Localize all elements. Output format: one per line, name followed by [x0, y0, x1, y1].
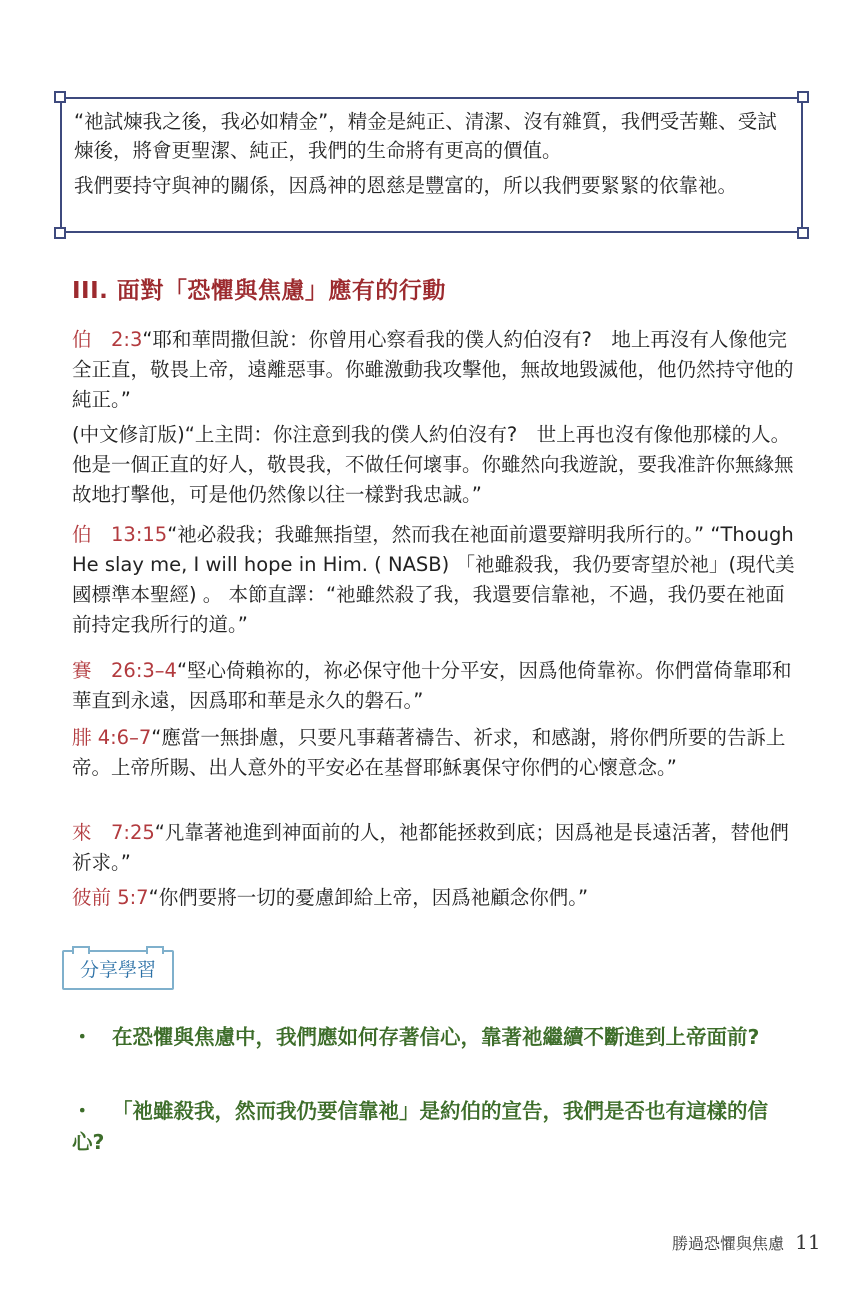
discussion-question: [72, 1022, 796, 1053]
verse-text: “你們要將一切的憂慮卸給上帝，因爲祂顧念你們。”: [148, 886, 589, 909]
reflection-text: [74, 107, 787, 206]
frame-corner-ornament: [797, 227, 809, 239]
verse-text: “凡靠著祂進到神面前的人，祂都能拯救到底；因爲祂是長遠活著，替他們祈求。”: [72, 821, 789, 874]
question-text: 「祂雖殺我，然而我仍要信靠祂」是約伯的宣告，我們是否也有這樣的信心?: [72, 1099, 768, 1154]
verse-block: [72, 883, 796, 913]
reflection-box: [60, 97, 803, 233]
verse-block: [72, 520, 796, 640]
label-tab-ornament: [72, 946, 90, 954]
running-title: 勝過恐懼與焦慮: [672, 1234, 785, 1253]
frame-corner-ornament: [54, 227, 66, 239]
frame-corner-ornament: [54, 91, 66, 103]
verse-text: “應當一無掛慮，只要凡事藉著禱告、祈求，和感謝，將你們所要的告訴上帝。上帝所賜、出人意外的平安必在基督耶穌裏保守你們的心懷意念。”: [72, 726, 786, 779]
verse-reference: 腓 4:6–7: [72, 726, 152, 749]
bullet-icon: ・: [72, 1025, 93, 1049]
verse-reference: 彼前 5:7: [72, 886, 149, 909]
verse-block: [72, 818, 796, 878]
bullet-icon: ・: [72, 1099, 93, 1123]
verse-reference: 賽 26:3–4: [72, 659, 177, 682]
frame-corner-ornament: [797, 91, 809, 103]
verse-block: [72, 420, 796, 510]
verse-reference: 伯 2:3: [72, 328, 143, 351]
share-learning-text: 分享學習: [79, 959, 156, 981]
label-tab-ornament: [146, 946, 164, 954]
section-heading: III. 面對「恐懼與焦慮」應有的行動: [72, 278, 446, 304]
verse-block: [72, 656, 796, 716]
verse-text: “耶和華問撒但說：你曾用心察看我的僕人約伯沒有? 地上再沒有人像他完全正直，敬畏上帝，遠離惡事。你雖激動我攻擊他，無故地毀滅他，他仍然持守他的純正。”: [72, 328, 794, 411]
reflection-paragraph-1: “祂試煉我之後，我必如精金”，精金是純正、清潔、沒有雜質，我們受苦難、受試煉後，將會更聖潔、純正，我們的生命將有更高的價值。: [74, 110, 777, 162]
question-text: 在恐懼與焦慮中，我們應如何存著信心，靠著祂繼續不斷進到上帝面前?: [112, 1025, 760, 1049]
verse-reference: 來 7:25: [72, 821, 155, 844]
verse-text: “堅心倚賴祢的，祢必保守他十分平安，因爲他倚靠祢。你們當倚靠耶和華直到永遠，因爲耶和華是永久的磐石。”: [72, 659, 792, 712]
verse-reference: 伯 13:15: [72, 523, 168, 546]
discussion-question: [72, 1096, 796, 1158]
page-footer: [672, 1230, 821, 1254]
verse-block: [72, 325, 796, 415]
page-number: 11: [795, 1230, 821, 1254]
verse-text: (中文修訂版)“上主問：你注意到我的僕人約伯沒有? 世上再也沒有像他那樣的人。他是一個正直的好人，敬畏我，不做任何壞事。你雖然向我遊說，要我准許你無緣無故地打擊他，可是他仍然像以往一樣對我忠誠。”: [72, 423, 794, 506]
verse-block: [72, 723, 796, 783]
reflection-paragraph-2: 我們要持守與神的關係，因爲神的恩慈是豐富的，所以我們要緊緊的依靠祂。: [74, 174, 738, 197]
share-learning-label: [62, 950, 174, 990]
verse-text: “祂必殺我；我雖無指望，然而我在祂面前還要辯明我所行的。” “Though He slay me, I will hope in Him. ( NASB) 「祂雖殺我，我仍要寄望於祂」(現代美國標準本聖經) 。 本節直譯：“祂雖然殺了我，我還要信靠祂，不過，我仍要在祂面前持定我所行的道。”: [72, 523, 795, 636]
